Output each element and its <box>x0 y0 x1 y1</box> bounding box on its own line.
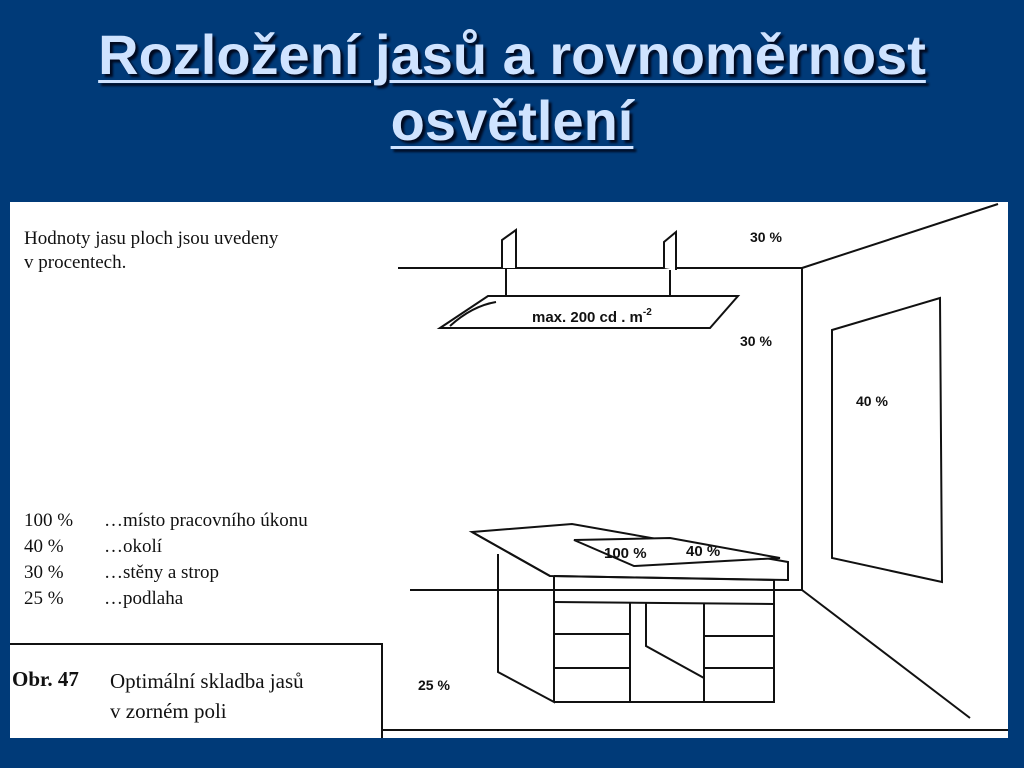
legend-value: 30 % <box>24 562 64 583</box>
legend-text: …stěny a strop <box>104 562 220 583</box>
legend <box>24 510 308 609</box>
caption-line-1: Optimální skladba jasů <box>110 669 304 693</box>
ceiling-corner-line <box>802 204 998 268</box>
slide-title-line-2: osvětlení <box>390 89 634 152</box>
ceiling-label: 30 % <box>750 229 782 245</box>
lamp-hanger-right <box>664 232 676 270</box>
slide-title <box>0 22 1024 154</box>
legend-text: …místo pracovního úkonu <box>104 510 308 531</box>
legend-value: 25 % <box>24 588 64 609</box>
legend-text: …okolí <box>104 536 163 557</box>
wall-board <box>832 298 942 582</box>
caption-number: Obr. 47 <box>12 667 79 691</box>
intro-text-line-1: Hodnoty jasu ploch jsou uvedeny <box>24 228 279 249</box>
floor-corner-line <box>802 590 970 718</box>
intro-text-line-2: v procentech. <box>24 252 127 273</box>
caption-line-2: v zorném poli <box>110 699 227 723</box>
room-diagram <box>10 202 1008 738</box>
lamp-label: max. 200 cd . $m^{-2}$ <box>532 307 652 326</box>
lamp-hanger-left <box>502 230 516 268</box>
board-label: 40 % <box>856 393 888 409</box>
wall-label: 30 % <box>740 333 772 349</box>
desk-task-label: 100 % <box>604 545 647 562</box>
legend-value: 40 % <box>24 536 64 557</box>
legend-text: …podlaha <box>104 588 184 609</box>
desk-surround-label: 40 % <box>686 543 721 560</box>
slide-title-line-1: Rozložení jasů a rovnoměrnost <box>98 23 926 86</box>
luminance-figure <box>10 202 1008 738</box>
legend-value: 100 % <box>24 510 74 531</box>
floor-label: 25 % <box>418 677 450 693</box>
